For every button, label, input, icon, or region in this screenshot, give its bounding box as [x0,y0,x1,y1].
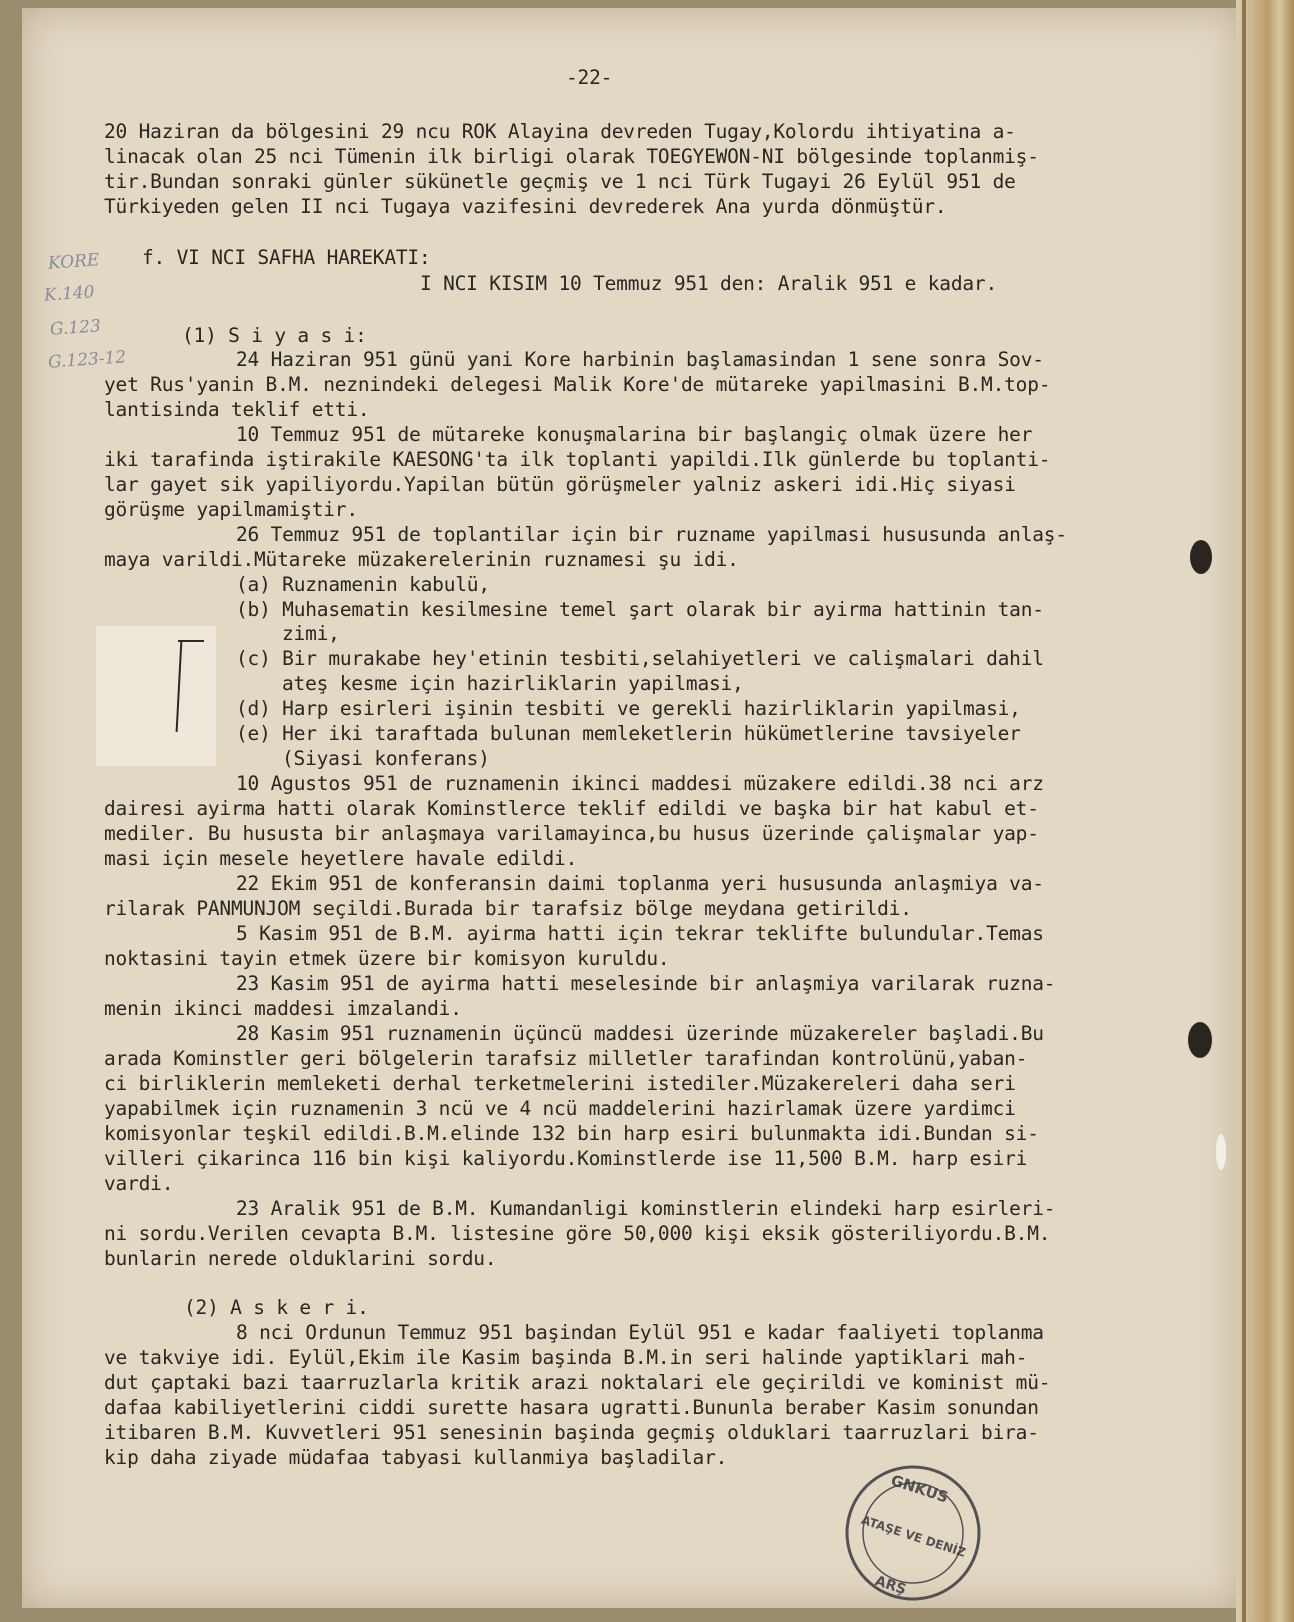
margin-note: K.140 [43,282,96,306]
archive-stamp [838,1458,988,1608]
text-line: 28 Kasim 951 ruznamenin üçüncü maddesi üzerinde müzakereler başladi.Bu [236,1022,1044,1045]
text-line: dafaa kabiliyetlerini ciddi surette hasara ugratti.Bununla beraber Kasim sonundan [104,1396,1039,1419]
text-line: noktasini tayin etmek üzere bir komisyon kuruldu. [104,947,670,970]
agenda-item: (a) Ruznamenin kabulü, [236,573,490,596]
margin-note: G.123 [49,316,102,340]
agenda-item: (c) Bir murakabe hey'etinin tesbiti,selahiyetleri ve calişmalari dahil [236,647,1044,670]
text-line: 24 Haziran 951 günü yani Kore harbinin başlamasindan 1 sene sonra Sov- [236,348,1044,371]
text-line: 10 Temmuz 951 de mütareke konuşmalarina bir başlangiç olmak üzere her [236,423,1033,446]
binding-shadow [1242,0,1246,1622]
text-line: lantisinda teklif etti. [104,398,370,421]
text-line: maya varildi.Mütareke müzakerelerinin ruznamesi şu idi. [104,548,739,571]
bracket-mark [178,640,204,642]
text-line: rilarak PANMUNJOM seçildi.Burada bir tarafsiz bölge meydana getirildi. [104,897,912,920]
agenda-item-continued: ateş kesme için hazirliklarin yapilmasi, [282,672,744,695]
text-line: yapabilmek için ruznamenin 3 ncü ve 4 ncü maddelerini hazirlamak üzere yardimci [104,1097,1016,1120]
text-line: ci birliklerin memleketi derhal terketmelerini istediler.Müzakereleri daha seri [104,1072,1016,1095]
section-subheading: I NCI KISIM 10 Temmuz 951 den: Aralik 951 e kadar. [420,272,997,295]
text-line: tir.Bundan sonraki günler sükünetle geçmiş ve 1 nci Türk Tugayi 26 Eylül 951 de [104,170,1016,193]
page-number: -22- [566,66,613,89]
margin-note: KORE [47,250,101,274]
stamp-text: ARŞ [872,1573,909,1599]
text-line: 23 Kasim 951 de ayirma hatti meselesinde bir anlaşmiya varilarak ruzna- [236,972,1056,995]
text-line: görüşme yapilmamiştir. [104,498,358,521]
text-line: vardi. [104,1172,174,1195]
subsection-heading: (2) A s k e r i. [184,1296,369,1319]
text-line: ni sordu.Verilen cevapta B.M. listesine göre 50,000 kişi eksik gösteriliyordu.B.M. [104,1222,1051,1245]
punch-hole [1190,540,1212,574]
text-line: iki tarafinda iştirakile KAESONG'ta ilk toplanti yapildi.Ilk günlerde bu toplanti- [104,448,1051,471]
text-line: yet Rus'yanin B.M. neznindeki delegesi Malik Kore'de mütareke yapilmasini B.M.top- [104,373,1051,396]
text-line: Türkiyeden gelen II nci Tugaya vazifesini devrederek Ana yurda dönmüştür. [104,195,947,218]
text-line: mediler. Bu hususta bir anlaşmaya varilamayinca,bu husus üzerinde çalişmalar yap- [104,822,1039,845]
text-line: kip daha ziyade müdafaa tabyasi kullanmiya başladilar. [104,1446,728,1469]
punch-hole [1216,1134,1226,1170]
tape-patch [96,626,216,766]
text-line: ve takviye idi. Eylül,Ekim ile Kasim başinda B.M.in seri halinde yaptiklari mah- [104,1346,1028,1369]
text-line: dairesi ayirma hatti olarak Kominstlerce teklif edildi ve başka bir hat kabul et- [104,797,1039,820]
agenda-item-continued: zimi, [282,622,340,645]
agenda-item: (e) Her iki taraftada bulunan memleketlerin hükümetlerine tavsiyeler [236,722,1021,745]
punch-hole [1188,1022,1212,1058]
text-line: komisyonlar teşkil edildi.B.M.elinde 132 bin harp esiri bulunmakta idi.Bundan si- [104,1122,1039,1145]
text-line: villeri çikarinca 116 bin kişi kaliyordu.Kominstlerde ise 11,500 B.M. harp esiri [104,1147,1028,1170]
stamp-text: ATAŞE VE DENİZ [859,1512,968,1560]
text-line: 22 Ekim 951 de konferansin daimi toplanma yeri hususunda anlaşmiya va- [236,872,1044,895]
text-line: 26 Temmuz 951 de toplantilar için bir ruzname yapilmasi hususunda anlaş- [236,523,1067,546]
margin-note: G.123-12 [47,347,127,373]
text-line: arada Kominstler geri bölgelerin tarafsiz milletler tarafindan kontrolünü,yaban- [104,1047,1028,1070]
subsection-heading: (1) S i y a s i: [182,324,367,347]
text-line: masi için mesele heyetlere havale edildi. [104,847,578,870]
text-line: menin ikinci maddesi imzalandi. [104,997,462,1020]
text-line: 8 nci Ordunun Temmuz 951 başindan Eylül 951 e kadar faaliyeti toplanma [236,1321,1044,1344]
agenda-item: (d) Harp esirleri işinin tesbiti ve gerekli hazirliklarin yapilmasi, [236,697,1021,720]
text-line: lar gayet sik yapiliyordu.Yapilan bütün görüşmeler yalniz askeri idi.Hiç siyasi [104,473,1016,496]
text-line: itibaren B.M. Kuvvetleri 951 senesinin başinda geçmiş olduklari taarruzlari bira- [104,1421,1039,1444]
section-heading: f. VI NCI SAFHA HAREKATI: [142,246,431,269]
text-line: 20 Haziran da bölgesini 29 ncu ROK Alayina devreden Tugay,Kolordu ihtiyatina a- [104,120,1016,143]
text-line: 5 Kasim 951 de B.M. ayirma hatti için tekrar teklifte bulundular.Temas [236,922,1044,945]
text-line: dut çaptaki bazi taarruzlarla kritik arazi noktalari ele geçirildi ve kominist mü- [104,1371,1051,1394]
text-line: bunlarin nerede olduklarini sordu. [104,1247,497,1270]
agenda-item: (b) Muhasematin kesilmesine temel şart olarak bir ayirma hattinin tan- [236,598,1044,621]
text-line: 10 Agustos 951 de ruznamenin ikinci maddesi müzakere edildi.38 nci arz [236,772,1044,795]
text-line: linacak olan 25 nci Tümenin ilk birligi olarak TOEGYEWON-NI bölgesinde toplanmiş- [104,145,1039,168]
text-line: 23 Aralik 951 de B.M. Kumandanligi kominstlerin elindeki harp esirleri- [236,1197,1056,1220]
agenda-item-continued: (Siyasi konferans) [282,747,490,770]
stamp-text: GNKUS [888,1471,951,1507]
